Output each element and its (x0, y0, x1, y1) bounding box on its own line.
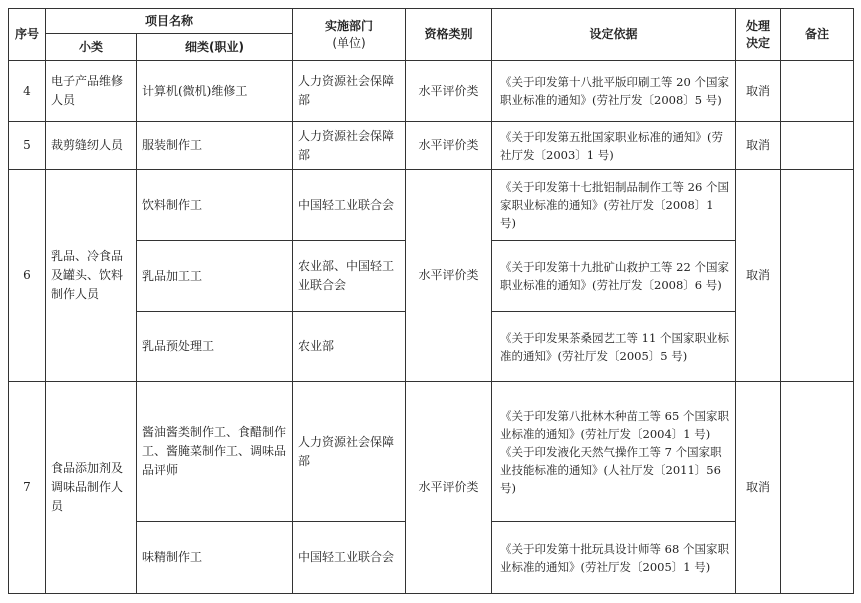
table-row (9, 382, 854, 522)
header-dept-unit: (单位) (332, 35, 366, 50)
row-seq: 5 (9, 122, 46, 170)
table-row (9, 170, 854, 241)
header-decision-line1: 处理 (746, 18, 771, 33)
row-qual-type: 水平评价类 (406, 122, 492, 170)
row-remark (781, 170, 854, 382)
header-sub-detail: 细类(职业) (137, 34, 293, 61)
header-dept-label: 实施部门 (325, 18, 374, 33)
qualification-table (8, 8, 854, 594)
table-row (9, 61, 854, 122)
row-detail: 乳品加工工 (137, 241, 293, 312)
header-seq: 序号 (9, 9, 46, 61)
row-basis-part2: 《关于印发液化天然气操作工等 7 个国家职业技能标准的通知》(人社厅发〔2011〕56 号) (500, 444, 722, 495)
row-seq: 7 (9, 382, 46, 594)
header-sub-small: 小类 (46, 34, 137, 61)
header-dept (293, 9, 406, 61)
row-dept: 人力资源社会保障部 (293, 382, 406, 522)
row-remark (781, 61, 854, 122)
row-seq: 4 (9, 61, 46, 122)
row-qual-type: 水平评价类 (406, 170, 492, 382)
row-basis: 《关于印发第五批国家职业标准的通知》(劳社厅发〔2003〕1 号) (492, 122, 736, 170)
row-decision: 取消 (736, 122, 781, 170)
row-decision: 取消 (736, 61, 781, 122)
row-dept: 人力资源社会保障部 (293, 122, 406, 170)
row-dept: 中国轻工业联合会 (293, 522, 406, 594)
row-category: 乳品、冷食品及罐头、饮料制作人员 (46, 170, 137, 382)
row-remark (781, 122, 854, 170)
header-basis: 设定依据 (492, 9, 736, 61)
row-dept: 人力资源社会保障部 (293, 61, 406, 122)
row-dept: 农业部 (293, 312, 406, 382)
row-detail: 饮料制作工 (137, 170, 293, 241)
row-detail: 酱油酱类制作工、食醋制作工、酱腌菜制作工、调味品品评师 (137, 382, 293, 522)
row-detail: 服装制作工 (137, 122, 293, 170)
row-basis: 《关于印发第十批玩具设计师等 68 个国家职业标准的通知》(劳社厅发〔2005〕1 号) (492, 522, 736, 594)
row-category: 裁剪缝纫人员 (46, 122, 137, 170)
table-row (9, 122, 854, 170)
header-remark: 备注 (781, 9, 854, 61)
row-detail: 味精制作工 (137, 522, 293, 594)
row-dept: 农业部、中国轻工业联合会 (293, 241, 406, 312)
row-decision: 取消 (736, 170, 781, 382)
row-basis (492, 382, 736, 522)
row-decision: 取消 (736, 382, 781, 594)
row-basis: 《关于印发第十七批铝制品制作工等 26 个国家职业标准的通知》(劳社厅发〔2008〕1 号) (492, 170, 736, 241)
row-remark (781, 382, 854, 594)
row-category: 食品添加剂及调味品制作人员 (46, 382, 137, 594)
row-dept: 中国轻工业联合会 (293, 170, 406, 241)
row-category: 电子产品维修人员 (46, 61, 137, 122)
row-detail: 乳品预处理工 (137, 312, 293, 382)
row-basis: 《关于印发第十八批平版印刷工等 20 个国家职业标准的通知》(劳社厅发〔2008〕5 号) (492, 61, 736, 122)
header-project-name: 项目名称 (46, 9, 293, 34)
row-qual-type: 水平评价类 (406, 61, 492, 122)
row-seq: 6 (9, 170, 46, 382)
header-decision-line2: 决定 (746, 35, 771, 50)
row-basis: 《关于印发果茶桑园艺工等 11 个国家职业标准的通知》(劳社厅发〔2005〕5 号) (492, 312, 736, 382)
row-qual-type: 水平评价类 (406, 382, 492, 594)
row-basis: 《关于印发第十九批矿山救护工等 22 个国家职业标准的通知》(劳社厅发〔2008〕6 号) (492, 241, 736, 312)
header-decision (736, 9, 781, 61)
header-qual-type: 资格类别 (406, 9, 492, 61)
row-basis-part1: 《关于印发第八批林木种苗工等 65 个国家职业标准的通知》(劳社厅发〔2004〕1 号) (500, 408, 729, 441)
row-detail: 计算机(微机)维修工 (137, 61, 293, 122)
